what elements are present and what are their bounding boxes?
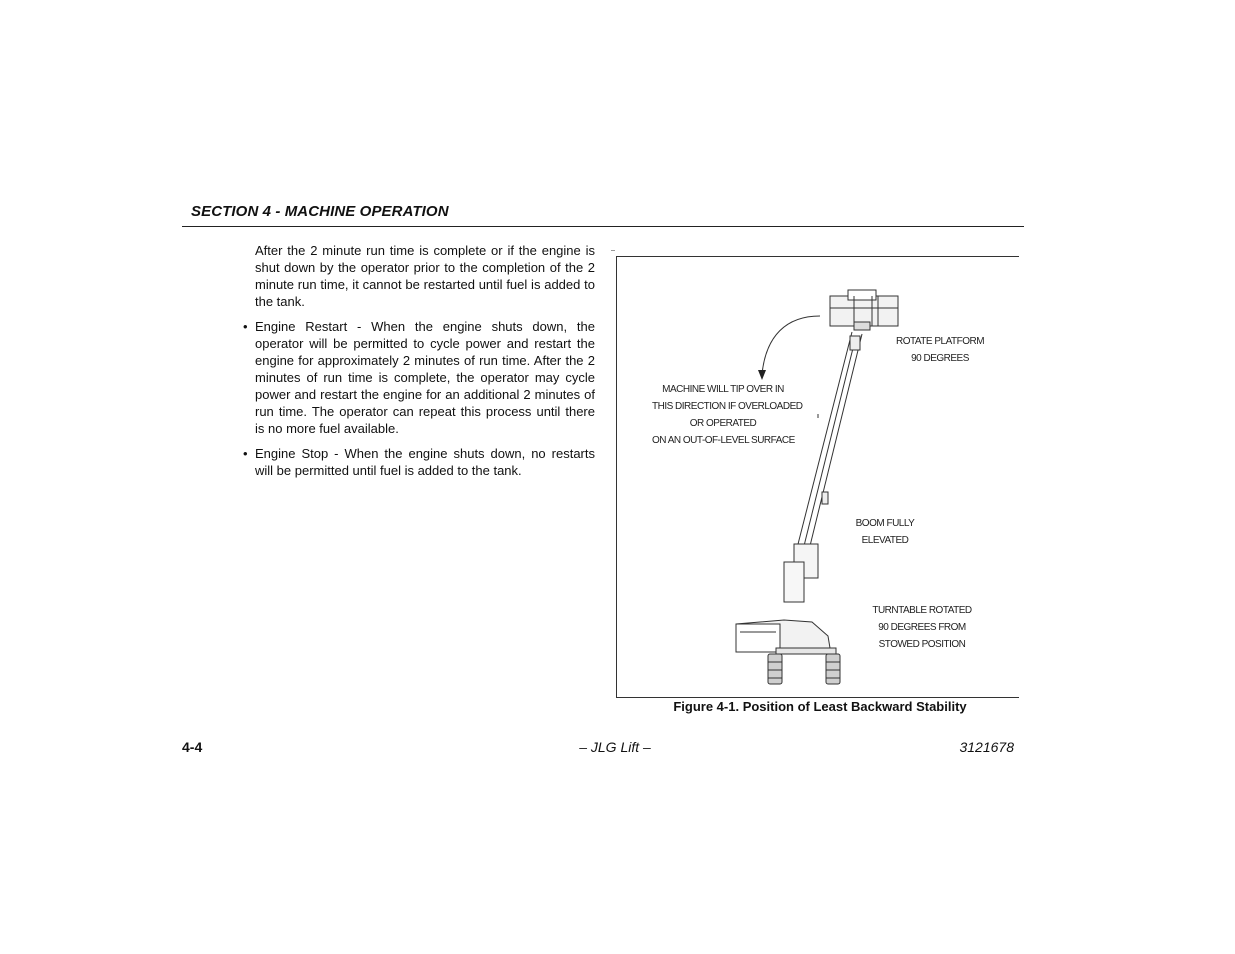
- wheels: [768, 654, 840, 684]
- arrowhead-icon: [758, 370, 766, 380]
- tip-direction-arrow: [762, 316, 820, 374]
- boom-elevated-label: BOOM FULLY ELEVATED: [855, 518, 915, 546]
- figure-corner-mark: [611, 250, 615, 251]
- bullet-marker: •: [243, 446, 248, 461]
- body-text-column: [243, 242, 595, 487]
- page-number: 4-4: [182, 739, 203, 755]
- publisher-footer: – JLG Lift –: [579, 739, 651, 755]
- section-title: SECTION 4 - MACHINE OPERATION: [191, 203, 449, 220]
- intro-paragraph: After the 2 minute run time is complete or if the engine is shut down by the operator prior to the completion of the 2 minute run time, it cannot be restarted until fuel is added to the tank.: [255, 243, 595, 309]
- document-number: 3121678: [959, 739, 1014, 755]
- figure-caption: Figure 4-1. Position of Least Backward Stability: [673, 699, 967, 714]
- platform-basket: [830, 290, 898, 330]
- bullet-engine-restart: [243, 318, 595, 437]
- bullet-text: Engine Stop - When the engine shuts down, no restarts will be permitted until fuel is added to the tank.: [255, 446, 595, 478]
- turntable-rotated-label: TURNTABLE ROTATED 90 DEGREES FROM STOWED POSITION: [872, 605, 972, 650]
- boom: [784, 332, 862, 602]
- bullet-engine-stop: [243, 445, 595, 479]
- bullet-marker: •: [243, 319, 248, 334]
- rotate-platform-label: ROTATE PLATFORM 90 DEGREES: [896, 336, 985, 364]
- bullet-text: Engine Restart - When the engine shuts down, the operator will be permitted to cycle power and restart the engine for approximately 2 minutes of run time. After the 2 minutes of run time is complete, the operator may cycle power and restart the engine for an additional 2 minutes of run time. The operator can repeat this process until there is no more fuel available.: [255, 319, 595, 436]
- chassis: [736, 620, 836, 654]
- header-divider: [182, 226, 1024, 227]
- tip-warning-label: MACHINE WILL TIP OVER IN THIS DIRECTION IF OVERLOADED OR OPERATED ON AN OUT-OF-LEVEL SURFACE: [652, 384, 803, 446]
